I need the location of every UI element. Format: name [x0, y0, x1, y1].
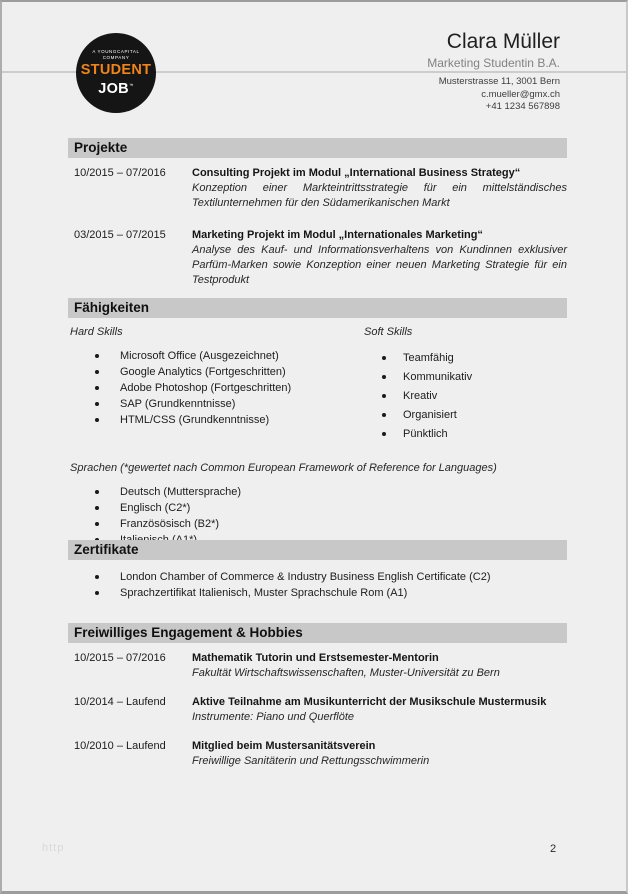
- entry-body: [192, 695, 567, 725]
- contact-email: c.mueller@gmx.ch: [481, 88, 560, 100]
- section-heading-certificates: Zertifikate: [68, 540, 567, 560]
- list-item: Teamfähig: [362, 348, 567, 367]
- entry-body: [192, 651, 567, 681]
- section-volunteering: [68, 623, 567, 769]
- section-skills: [68, 298, 567, 548]
- languages-label: Sprachen (*gewertet nach Common European Framework of Reference for Languages): [70, 462, 497, 474]
- entry-description: Analyse des Kauf- und Informationsverhaltens von Kundinnen exklusiver Parfüm-Marken sowie Konzeption einer neuen Marketing Strategie für ein Testprodukt: [192, 244, 567, 286]
- entry-body: [192, 228, 567, 288]
- logo-tagline-line1: A YOUNGCAPITAL: [92, 49, 140, 55]
- entry-period: 10/2014 – Laufend: [74, 696, 166, 708]
- entry-body: [192, 166, 567, 211]
- contact-address: Musterstrasse 11, 3001 Bern: [438, 76, 560, 87]
- bullet-icon: [382, 356, 386, 360]
- header-identity: [427, 29, 560, 70]
- list-item: SAP (Grundkenntnisse): [68, 396, 362, 412]
- entry-period: 10/2015 – 07/2016: [74, 652, 166, 664]
- trademark-symbol: ™: [128, 83, 134, 89]
- bullet-icon: [95, 575, 99, 579]
- project-entry: [68, 166, 567, 211]
- logo-brand-student: STUDENT: [80, 62, 152, 79]
- hard-skills-column: [68, 325, 362, 443]
- logo-brand-job: JOB™: [98, 80, 134, 97]
- volunteering-entry: [68, 739, 567, 769]
- list-item: HTML/CSS (Grundkenntnisse): [68, 412, 362, 428]
- bullet-icon: [95, 386, 99, 390]
- entry-period: 10/2015 – 07/2016: [74, 167, 166, 179]
- entry-title: Consulting Projekt im Modul „International Business Strategy“: [192, 167, 521, 179]
- list-item: Englisch (C2*): [68, 500, 567, 516]
- soft-skills-label: Soft Skills: [364, 326, 413, 338]
- languages-list: [68, 484, 567, 548]
- project-entry: [68, 228, 567, 288]
- logo-tagline-line2: COMPANY: [102, 54, 130, 60]
- bullet-icon: [95, 490, 99, 494]
- volunteering-entry: [68, 651, 567, 681]
- contact-phone: +41 1234 567898: [485, 101, 560, 113]
- section-heading-projects: Projekte: [68, 138, 567, 158]
- studentjob-logo-icon: [76, 33, 156, 113]
- list-item: Google Analytics (Fortgeschritten): [68, 364, 362, 380]
- bullet-icon: [382, 413, 386, 417]
- soft-skills-column: [362, 325, 567, 443]
- list-item: Organisiert: [362, 405, 567, 424]
- section-heading-skills: Fähigkeiten: [68, 298, 567, 318]
- bullet-icon: [95, 418, 99, 422]
- entry-description: Freiwillige Sanitäterin und Rettungsschwimmerin: [192, 755, 430, 767]
- contact-info: [439, 76, 560, 114]
- bullet-icon: [95, 522, 99, 526]
- section-projects: [68, 138, 567, 288]
- list-item: Pünktlich: [362, 424, 567, 443]
- entry-title: Marketing Projekt im Modul „Internationales Marketing“: [192, 229, 483, 241]
- entry-title: Mitglied beim Mustersanitätsverein: [192, 740, 376, 752]
- person-title: Marketing Studentin B.A.: [427, 56, 560, 70]
- bullet-icon: [382, 394, 386, 398]
- entry-period: 10/2010 – Laufend: [74, 740, 166, 752]
- bullet-icon: [95, 402, 99, 406]
- entry-period: 03/2015 – 07/2015: [74, 229, 166, 241]
- entry-description: Konzeption einer Markteintrittsstrategie für ein mittelständisches Textilunternehmen für den Südamerikanischen Markt: [192, 182, 567, 209]
- bullet-icon: [95, 591, 99, 595]
- section-certificates: [68, 540, 567, 601]
- certificates-list: [68, 569, 567, 601]
- bullet-icon: [95, 370, 99, 374]
- entry-title: Aktive Teilnahme am Musikunterricht der Musikschule Mustermusik: [192, 696, 547, 708]
- section-heading-volunteering: Freiwilliges Engagement & Hobbies: [68, 623, 567, 643]
- list-item: Microsoft Office (Ausgezeichnet): [68, 348, 362, 364]
- footer-watermark: http: [42, 842, 65, 854]
- list-item: London Chamber of Commerce & Industry Business English Certificate (C2): [68, 569, 567, 585]
- skills-columns: [68, 325, 567, 443]
- list-item: Deutsch (Muttersprache): [68, 484, 567, 500]
- volunteering-entry: [68, 695, 567, 725]
- entry-description: Instrumente: Piano und Querflöte: [192, 711, 355, 723]
- page-number: 2: [550, 843, 557, 855]
- list-item: Adobe Photoshop (Fortgeschritten): [68, 380, 362, 396]
- hard-skills-label: Hard Skills: [70, 326, 123, 338]
- languages-block: [68, 461, 567, 548]
- entry-description: Fakultät Wirtschaftswissenschaften, Muster-Universität zu Bern: [192, 667, 500, 679]
- list-item: Kommunikativ: [362, 367, 567, 386]
- list-item: Kreativ: [362, 386, 567, 405]
- entry-body: [192, 739, 567, 769]
- hard-skills-list: [68, 348, 362, 428]
- list-item: Sprachzertifikat Italienisch, Muster Sprachschule Rom (A1): [68, 585, 567, 601]
- person-name: Clara Müller: [446, 30, 560, 53]
- soft-skills-list: [362, 348, 567, 443]
- bullet-icon: [95, 506, 99, 510]
- list-item: Französösisch (B2*): [68, 516, 567, 532]
- bullet-icon: [95, 354, 99, 358]
- bullet-icon: [382, 375, 386, 379]
- bullet-icon: [382, 432, 386, 436]
- entry-title: Mathematik Tutorin und Erstsemester-Mentorin: [192, 652, 439, 664]
